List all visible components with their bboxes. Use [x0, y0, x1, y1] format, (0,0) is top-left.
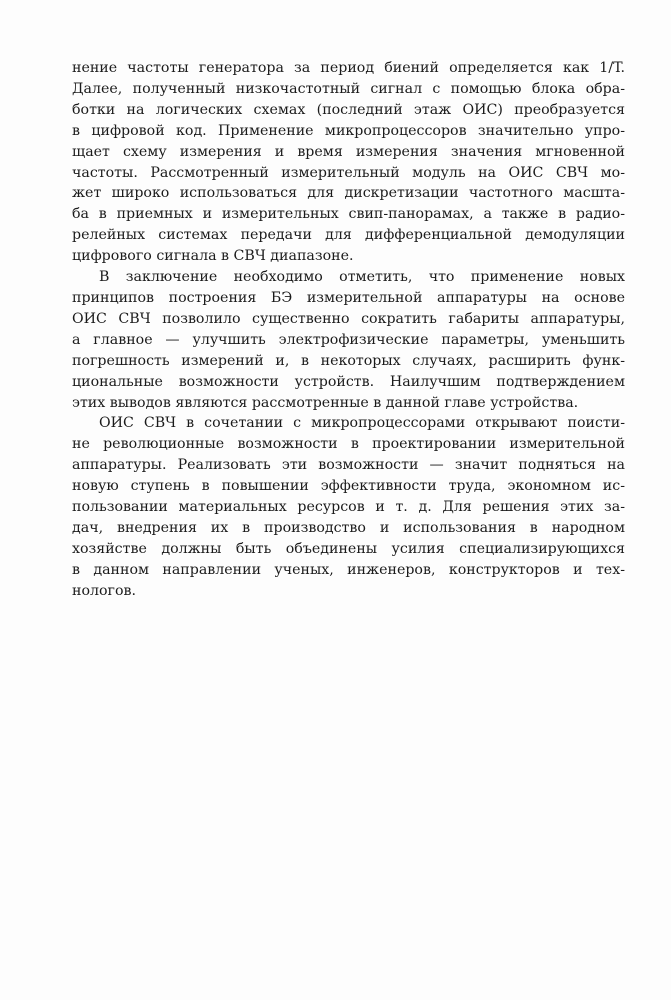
text-line: частоты. Рассмотренный измерительный модуль на ОИС СВЧ мо- — [72, 164, 625, 181]
paragraph-3 — [72, 413, 625, 601]
text-line: а главное — улучшить электрофизические параметры, уменьшить — [72, 331, 625, 348]
text-line: в цифровой код. Применение микропроцессоров значительно упро- — [72, 122, 625, 139]
text-line: цифрового сигнала в СВЧ диапазоне. — [72, 248, 354, 265]
text-line: ОИС СВЧ в сочетании с микропроцессорами открывают поисти- — [99, 415, 625, 432]
text-line: дач, внедрения их в производство и использования в народном — [72, 519, 625, 536]
text-line: хозяйстве должны быть объединены усилия специализирующихся — [72, 540, 625, 557]
paragraph-1 — [72, 58, 625, 267]
text-line: нение частоты генератора за период биений определяется как 1/T. — [72, 60, 625, 76]
text-line: В заключение необходимо отметить, что применение новых — [99, 269, 625, 286]
text-line: этих выводов являются рассмотренные в данной главе устройства. — [72, 394, 579, 411]
text-line: Далее, полученный низкочастотный сигнал с помощью блока обра- — [72, 80, 625, 97]
paragraph-2 — [72, 267, 625, 413]
text-line: принципов построения БЭ измерительной аппаратуры на основе — [72, 289, 625, 306]
text-line: погрешность измерений и, в некоторых случаях, расширить функ- — [72, 352, 625, 369]
text-line: щает схему измерения и время измерения значения мгновенной — [72, 143, 625, 160]
body-text — [72, 58, 625, 602]
text-line: новую ступень в повышении эффективности труда, экономном ис- — [72, 478, 625, 495]
text-line: ОИС СВЧ позволило существенно сократить габариты аппаратуры, — [72, 310, 625, 327]
text-line: ботки на логических схемах (последний этаж ОИС) преобразуется — [72, 101, 625, 118]
text-line: в данном направлении ученых, инженеров, конструкторов и тех- — [72, 561, 625, 578]
text-line: не революционные возможности в проектировании измерительной — [72, 436, 625, 453]
text-line: пользовании материальных ресурсов и т. д. Для решения этих за- — [72, 499, 625, 516]
text-line: жет широко использоваться для дискретизации частотного масшта- — [72, 185, 625, 202]
text-line: релейных системах передачи для дифференциальной демодуляции — [72, 227, 625, 244]
text-line: ба в приемных и измерительных свип-панорамах, а также в радио- — [72, 206, 625, 223]
text-line: циональные возможности устройств. Наилучшим подтверждением — [72, 373, 625, 390]
text-line: нологов. — [72, 582, 137, 599]
text-line: аппаратуры. Реализовать эти возможности — значит подняться на — [72, 457, 625, 474]
